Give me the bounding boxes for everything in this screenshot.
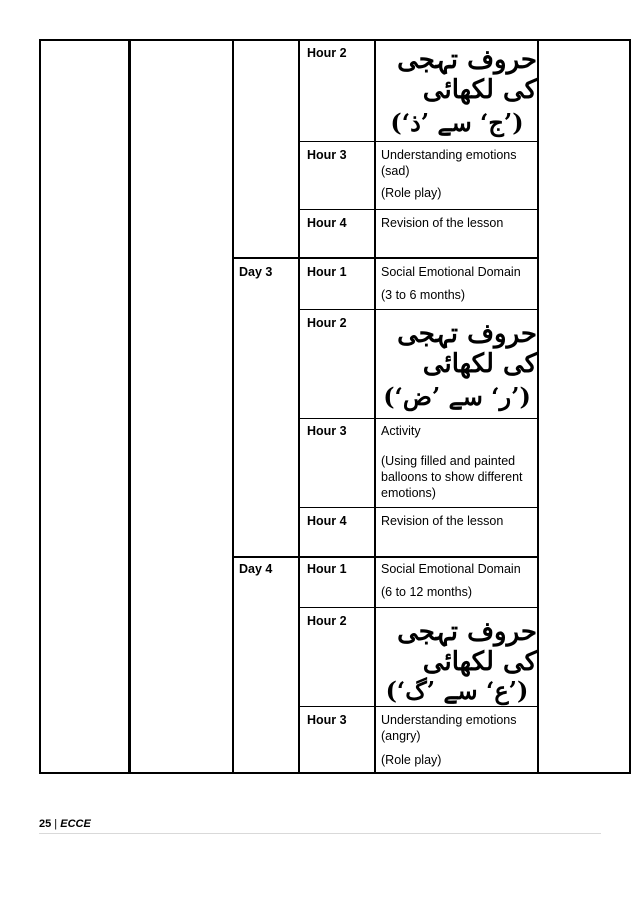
column-divider bbox=[232, 41, 234, 772]
urdu-letter-range: (’ر‘ سے ’ض‘) bbox=[383, 382, 531, 411]
lesson-note: (3 to 6 months) bbox=[381, 288, 466, 302]
lesson-note: (6 to 12 months) bbox=[381, 585, 473, 599]
lesson-note: (Using filled and painted balloons to show different emotions) bbox=[381, 454, 523, 500]
lesson-text: Revision of the lesson bbox=[381, 514, 504, 528]
day-label: Day 3 bbox=[239, 265, 273, 279]
hour-label: Hour 2 bbox=[307, 46, 347, 60]
urdu-letter-range: (’ع‘ سے ’گ‘) bbox=[385, 676, 529, 705]
hour-label: Hour 4 bbox=[307, 514, 347, 528]
hour-label: Hour 2 bbox=[307, 614, 347, 628]
hour-label: Hour 2 bbox=[307, 316, 347, 330]
footer-rule bbox=[39, 833, 601, 834]
row-divider bbox=[300, 706, 539, 707]
row-divider bbox=[300, 507, 539, 508]
lesson-text: Social Emotional Domain bbox=[381, 562, 521, 576]
page-footer bbox=[39, 818, 91, 830]
lesson-schedule-table bbox=[39, 39, 631, 774]
column-divider bbox=[298, 41, 300, 772]
urdu-title: حروف تہجی کی لکھائی bbox=[397, 617, 537, 677]
column-divider bbox=[537, 41, 539, 772]
lesson-text: Understanding emotions (angry) bbox=[381, 713, 517, 743]
row-divider bbox=[234, 257, 539, 259]
hour-label: Hour 1 bbox=[307, 562, 347, 576]
lesson-text: Social Emotional Domain bbox=[381, 265, 521, 279]
hour-label: Hour 3 bbox=[307, 713, 347, 727]
urdu-title: حروف تہجی کی لکھائی bbox=[397, 45, 537, 105]
row-divider bbox=[300, 309, 539, 310]
hour-label: Hour 3 bbox=[307, 424, 347, 438]
urdu-alphabet-cell bbox=[377, 319, 537, 411]
urdu-letter-range: (’ج‘ سے ’ذ‘) bbox=[390, 108, 524, 137]
column-divider bbox=[128, 41, 131, 772]
hour-label: Hour 1 bbox=[307, 265, 347, 279]
footer-separator: | bbox=[51, 818, 61, 830]
hour-label: Hour 3 bbox=[307, 148, 347, 162]
row-divider bbox=[300, 209, 539, 210]
urdu-title: حروف تہجی کی لکھائی bbox=[397, 319, 537, 379]
lesson-text: Revision of the lesson bbox=[381, 216, 504, 230]
urdu-alphabet-cell bbox=[377, 617, 537, 705]
row-divider bbox=[234, 556, 539, 558]
lesson-text: Understanding emotions (sad) bbox=[381, 148, 517, 178]
row-divider bbox=[300, 607, 539, 608]
column-divider bbox=[374, 41, 376, 772]
footer-brand: ECCE bbox=[60, 818, 91, 830]
lesson-text: Activity bbox=[381, 424, 421, 438]
urdu-alphabet-cell bbox=[377, 45, 537, 137]
page-number: 25 bbox=[39, 818, 52, 830]
hour-label: Hour 4 bbox=[307, 216, 347, 230]
row-divider bbox=[300, 141, 539, 142]
lesson-note: (Role play) bbox=[381, 186, 442, 200]
lesson-note: (Role play) bbox=[381, 753, 442, 767]
day-label: Day 4 bbox=[239, 562, 273, 576]
row-divider bbox=[300, 418, 539, 419]
